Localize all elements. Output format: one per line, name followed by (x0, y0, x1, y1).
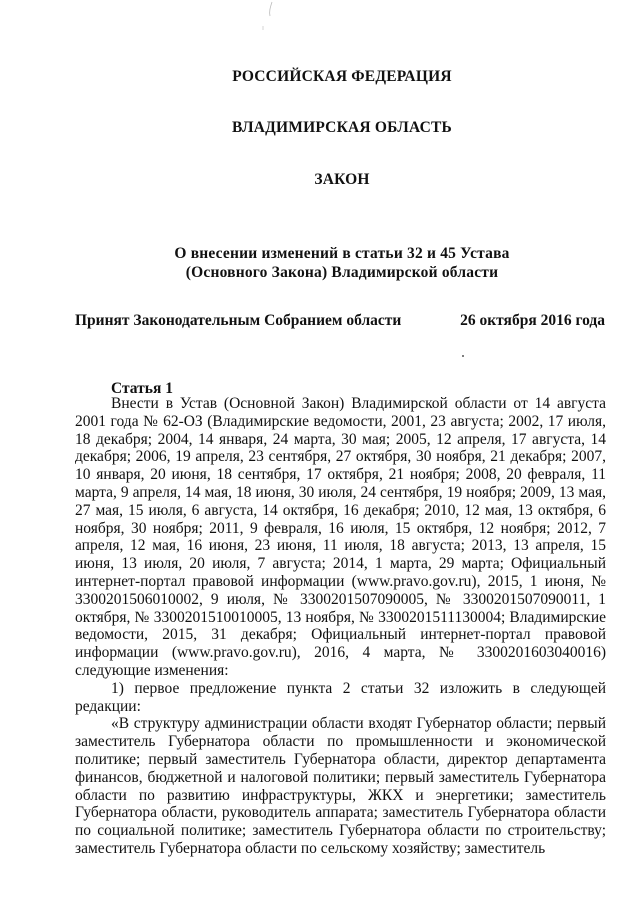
scan-dot (462, 355, 464, 357)
region-heading: ВЛАДИМИРСКАЯ ОБЛАСТЬ (232, 119, 452, 136)
law-title (22, 244, 640, 282)
scan-artifact-mark (258, 0, 278, 40)
article-paragraph-3: «В структуру администрации области входят Губернатор области; первый заместитель Губернатора области по промышленности и экономической политике; первый заместитель Губернатора области, директор департамента финансов, бюджетной и налоговой политики; первый заместитель Губернатора области по развитию инфраструктуры, ЖКХ и энергетики; заместитель Губернатора области, руководитель аппарата; заместитель Губернатора области по социальной политике; заместитель Губернатора области по строительству; заместитель Губернатора области по сельскому хозяйству; заместитель (75, 715, 606, 857)
article-title: Статья 1 (111, 380, 173, 397)
law-title-line-2: (Основного Закона) Владимирской области (185, 264, 499, 281)
law-title-line-1: О внесении изменений в статьи 32 и 45 Устава (174, 245, 510, 262)
article-paragraph-1: Внести в Устав (Основной Закон) Владимирской области от 14 августа 2001 года № 62-ОЗ (Владимирские ведомости, 2001, 23 августа; 2002, 17 июля, 18 декабря; 2004, 14 января, 24 марта, 30 мая; 2005, 12 апреля, 17 августа, 14 декабря; 2006, 19 апреля, 23 сентября, 27 октября, 30 ноября, 21 декабря; 2007, 10 января, 20 июня, 18 сентября, 17 октября, 21 ноября; 2008, 20 февраля, 11 марта, 9 апреля, 14 мая, 18 июня, 30 июля, 24 сентября, 19 ноября; 2009, 13 мая, 27 мая, 15 июля, 6 августа, 14 октября, 16 декабря; 2010, 12 мая, 13 октября, 6 ноября, 30 ноября; 2011, 9 февраля, 16 июля, 15 октября, 12 ноября; 2012, 7 апреля, 12 мая, 16 июня, 23 июня, 11 июля, 18 августа; 2013, 13 апреля, 15 июня, 13 июля, 20 июля, 7 августа; 2014, 1 марта, 29 марта; Официальный интернет-портал правовой информации (www.pravo.gov.ru), 2015, 1 июня, № 3300201506010002, 9 июля, № 3300201507090005, № 3300201507090011, 1 октября, № 3300201510010005, 13 ноября, № 3300201511130004; Владимирские ведомости, 2015, 31 декабря; Официальный интернет-портал правовой информации (www.pravo.gov.ru), 2016, 4 марта, № 3300201603040016) следующие изменения: (75, 395, 606, 679)
article-body (75, 395, 606, 858)
adopted-by: Принят Законодательным Собранием области (75, 312, 402, 329)
article-paragraph-2: 1) первое предложение пункта 2 статьи 32 изложить в следующей редакции: (75, 679, 606, 715)
adoption-date: 26 октября 2016 года (460, 312, 605, 329)
document-type-heading: ЗАКОН (314, 171, 370, 188)
adoption-line (75, 312, 605, 330)
country-heading: РОССИЙСКАЯ ФЕДЕРАЦИЯ (232, 68, 452, 85)
